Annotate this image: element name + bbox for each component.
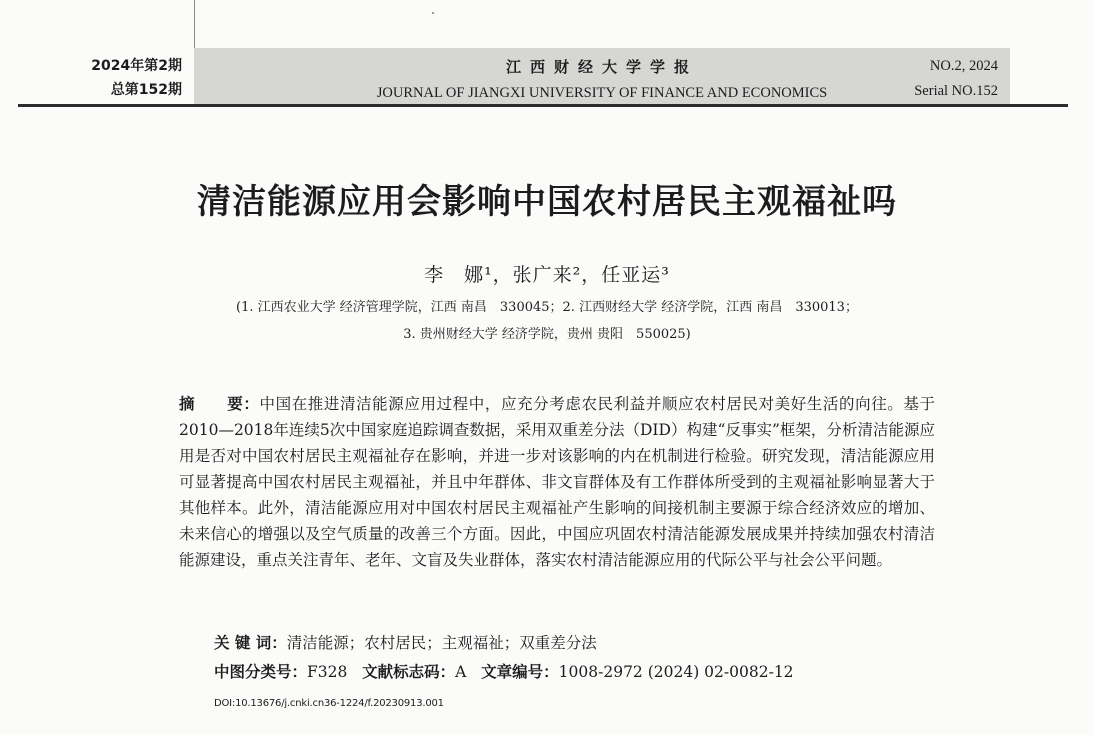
abstract [179,391,935,573]
abstract-text: 中国在推进清洁能源应用过程中，应充分考虑农民利益并顺应农村居民对美好生活的向往。基于2010—2018年连续5次中国家庭追踪调查数据，采用双重差分法（DID）构建“反事实”框架，分析清洁能源应用是否对中国农村居民主观福祉存在影响，并进一步对该影响的内在机制进行检验。研究发现，清洁能源应用可显著提高中国农村居民主观福祉，并且中年群体、非文盲群体及有工作群体所受到的主观福祉影响显著大于其他样本。此外，清洁能源应用对中国农村居民主观福祉产生影响的间接机制主要源于综合经济效应的增加、未来信心的增强以及空气质量的改善三个方面。因此，中国应巩固农村清洁能源发展成果并持续加强农村清洁能源建设，重点关注青年、老年、文盲及失业群体，落实农村清洁能源应用的代际公平与社会公平问题。 [179,395,935,569]
header-rule [18,104,1068,107]
doi: DOI:10.13676/j.cnki.cn36-1224/f.20230913.001 [214,698,444,709]
article-authors: 李 娜¹，张广来²，任亚运³ [424,264,670,286]
article-no-value: 1008-2972 (2024) 02-0082-12 [558,663,794,681]
affiliation-line-1: (1. 江西农业大学 经济管理学院，江西 南昌 330045；2. 江西财经大学 经济学院，江西 南昌 330013； [236,300,858,315]
clc-label: 中图分类号： [214,663,308,681]
issue-number-cn: 2024年第2期 [91,58,182,74]
clc-value: F328 [307,663,348,681]
journal-name-cn: 江西财经大学学报 [505,58,698,76]
journal-name-en: JOURNAL OF JIANGXI UNIVERSITY OF FINANCE AND ECONOMICS [376,85,828,101]
article-no-label: 文章编号： [481,663,559,681]
article-title: 清洁能源应用会影响中国农村居民主观福祉吗 [197,182,897,222]
keywords-label: 关 键 词： [214,634,287,652]
speck [432,12,434,14]
margin-line [194,0,195,48]
affiliation-line-2: 3. 贵州财经大学 经济学院，贵州 贵阳 550025) [403,327,691,342]
doc-code-label: 文献标志码： [362,663,456,681]
doc-code-value: A [455,663,467,681]
keywords [214,632,974,654]
keywords-text: 清洁能源；农村居民；主观福祉；双重差分法 [286,634,597,652]
serial-number-cn: 总第152期 [110,82,182,98]
serial-number-en: Serial NO.152 [914,83,998,99]
abstract-label: 摘 要： [179,395,260,413]
classification-line [214,661,974,683]
issue-number-en: NO.2, 2024 [929,58,998,74]
